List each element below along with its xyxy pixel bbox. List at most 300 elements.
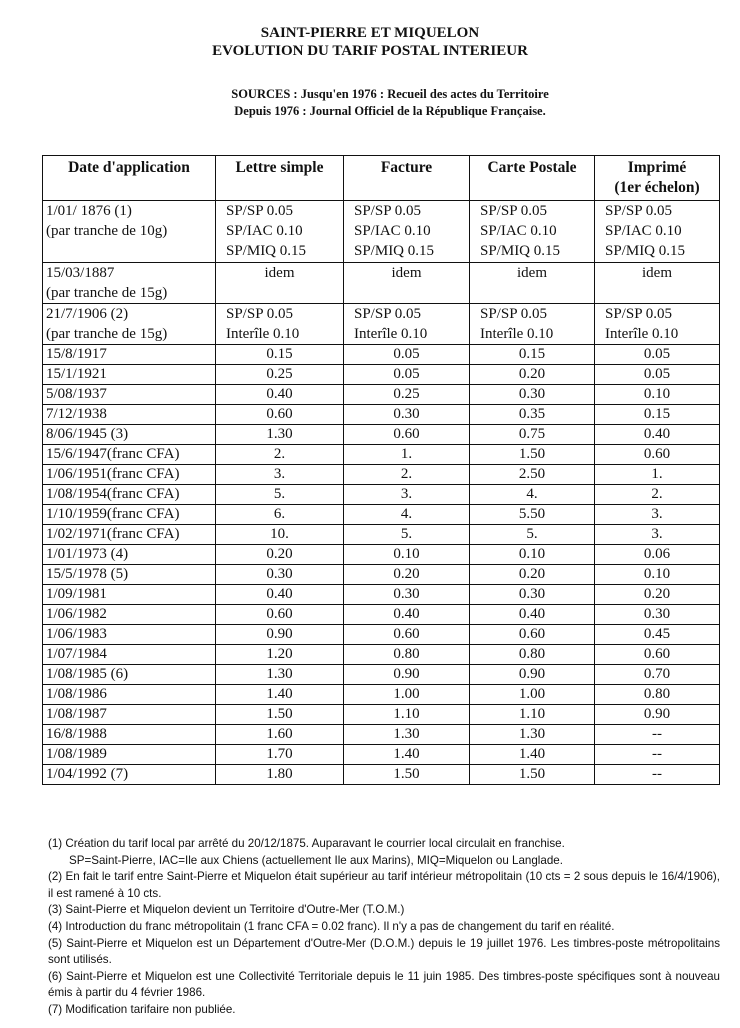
table-row — [43, 585, 720, 605]
cell-lettre — [216, 685, 344, 705]
cell-lettre-line: SP/SP 0.05 — [226, 306, 293, 322]
cell-imprime-line: 0.80 — [643, 686, 671, 702]
cell-facture-line: 0.60 — [393, 626, 420, 642]
cell-carte — [470, 465, 595, 485]
document-title — [0, 24, 740, 60]
cell-carte-line: 1.00 — [518, 686, 546, 702]
cell-carte-line: 0.15 — [518, 346, 546, 362]
cell-lettre-line: 1.20 — [266, 646, 293, 662]
table-row — [43, 465, 720, 485]
cell-date-line: 1/06/1982 — [46, 606, 107, 622]
footnote-1-legend: SP=Saint-Pierre, IAC=Ile aux Chiens (actuellement Ile aux Marins), MIQ=Miquelon ou Langlade. — [69, 853, 563, 867]
cell-date — [43, 605, 216, 625]
cell-carte-line: 1.40 — [518, 746, 546, 762]
cell-date — [43, 745, 216, 765]
cell-facture-line: 0.05 — [393, 346, 420, 362]
cell-date — [43, 425, 216, 445]
cell-carte-line: 1.50 — [518, 446, 546, 462]
cell-facture — [344, 445, 470, 465]
table-row — [43, 605, 720, 625]
cell-carte — [470, 385, 595, 405]
cell-lettre-line: 10. — [270, 526, 289, 542]
cell-lettre-line: 0.30 — [266, 566, 293, 582]
cell-imprime-line: 3. — [651, 526, 663, 542]
cell-facture-line: 1.50 — [393, 766, 420, 782]
table-row — [43, 565, 720, 585]
cell-carte — [470, 645, 595, 665]
cell-imprime — [595, 665, 720, 685]
cell-lettre-line: 0.60 — [266, 606, 293, 622]
cell-facture-line: SP/MIQ 0.15 — [354, 243, 435, 259]
cell-lettre — [216, 585, 344, 605]
cell-facture — [344, 485, 470, 505]
cell-imprime-line: -- — [652, 746, 662, 762]
footnote-5: (5) Saint-Pierre et Miquelon est un Département d'Outre-Mer (D.O.M.) depuis le 19 juillet 1976. Les timbres-poste métropolitains sont utilisés. — [48, 936, 720, 967]
table-row — [43, 725, 720, 745]
cell-lettre-line: SP/MIQ 0.15 — [226, 243, 307, 259]
cell-date-line: 1/06/1951(franc CFA) — [46, 466, 180, 482]
table-row — [43, 405, 720, 425]
cell-facture — [344, 405, 470, 425]
cell-lettre — [216, 625, 344, 645]
table-row — [43, 665, 720, 685]
cell-facture — [344, 425, 470, 445]
cell-imprime — [595, 545, 720, 565]
cell-carte — [470, 263, 595, 304]
cell-imprime — [595, 263, 720, 304]
table-row — [43, 545, 720, 565]
cell-imprime — [595, 565, 720, 585]
cell-imprime-line: 0.90 — [643, 706, 671, 722]
cell-lettre-line: 2. — [273, 446, 286, 462]
cell-facture — [344, 263, 470, 304]
header-lettre-simple: Lettre simple — [216, 156, 344, 201]
cell-lettre — [216, 304, 344, 345]
cell-carte-line: 0.60 — [518, 626, 546, 642]
cell-date-line: (par tranche de 10g) — [46, 223, 168, 239]
cell-date — [43, 565, 216, 585]
cell-carte — [470, 445, 595, 465]
cell-lettre-line: SP/IAC 0.10 — [226, 223, 303, 239]
cell-carte-line: 5. — [526, 526, 538, 542]
cell-lettre-line: SP/SP 0.05 — [226, 203, 293, 219]
cell-imprime-line: SP/SP 0.05 — [605, 203, 672, 219]
cell-lettre-line: 0.40 — [266, 586, 293, 602]
cell-date-line: (par tranche de 15g) — [46, 285, 168, 301]
cell-facture — [344, 725, 470, 745]
footnote-4: (4) Introduction du franc métropolitain (1 franc CFA = 0.02 franc). Il n'y a pas de changement du tarif en réalité. — [48, 919, 615, 933]
cell-date — [43, 465, 216, 485]
cell-date — [43, 705, 216, 725]
table-row — [43, 705, 720, 725]
table-row — [43, 385, 720, 405]
cell-facture-line: 0.90 — [393, 666, 420, 682]
table-row — [43, 505, 720, 525]
sources-block — [150, 86, 630, 120]
cell-imprime-line: SP/IAC 0.10 — [605, 223, 682, 239]
cell-carte-line: 1.50 — [518, 766, 546, 782]
cell-lettre — [216, 605, 344, 625]
table-row — [43, 345, 720, 365]
cell-lettre — [216, 445, 344, 465]
footnote-3: (3) Saint-Pierre et Miquelon devient un Territoire d'Outre-Mer (T.O.M.) — [48, 903, 405, 917]
cell-carte-line: 0.10 — [518, 546, 546, 562]
cell-carte — [470, 485, 595, 505]
cell-imprime — [595, 345, 720, 365]
header-carte-postale: Carte Postale — [470, 156, 595, 201]
cell-facture-line: 5. — [400, 526, 413, 542]
cell-imprime — [595, 304, 720, 345]
cell-imprime-line: SP/MIQ 0.15 — [605, 243, 686, 259]
cell-date — [43, 585, 216, 605]
cell-date-line: 5/08/1937 — [46, 386, 107, 402]
cell-date-line: 1/08/1985 (6) — [46, 666, 129, 682]
cell-facture-line: SP/SP 0.05 — [354, 306, 421, 322]
cell-date — [43, 545, 216, 565]
cell-carte — [470, 565, 595, 585]
cell-date — [43, 345, 216, 365]
cell-imprime-line: idem — [642, 265, 672, 281]
tariff-table — [42, 155, 720, 785]
cell-facture — [344, 765, 470, 785]
cell-facture — [344, 345, 470, 365]
cell-date-line: 8/06/1945 (3) — [46, 426, 129, 442]
header-facture: Facture — [344, 156, 470, 201]
cell-date — [43, 201, 216, 263]
table-row — [43, 765, 720, 785]
cell-imprime-line: 1. — [651, 466, 663, 482]
cell-facture — [344, 201, 470, 263]
cell-imprime — [595, 645, 720, 665]
table-header-row — [43, 156, 720, 201]
cell-date-line: (par tranche de 15g) — [46, 326, 168, 342]
cell-date-line: 16/8/1988 — [46, 726, 107, 742]
cell-date — [43, 625, 216, 645]
cell-lettre — [216, 645, 344, 665]
cell-carte — [470, 765, 595, 785]
cell-lettre — [216, 425, 344, 445]
cell-facture — [344, 625, 470, 645]
cell-imprime — [595, 405, 720, 425]
cell-facture — [344, 705, 470, 725]
table-row — [43, 485, 720, 505]
cell-carte-line: 0.30 — [518, 386, 546, 402]
cell-imprime — [595, 625, 720, 645]
cell-date-line: 1/07/1984 — [46, 646, 107, 662]
cell-imprime — [595, 725, 720, 745]
cell-carte — [470, 425, 595, 445]
cell-lettre — [216, 201, 344, 263]
cell-carte — [470, 201, 595, 263]
cell-lettre-line: 1.60 — [266, 726, 293, 742]
cell-facture-line: SP/IAC 0.10 — [354, 223, 431, 239]
cell-carte-line: 4. — [526, 486, 538, 502]
cell-date-line: 15/03/1887 — [46, 265, 115, 281]
cell-imprime — [595, 685, 720, 705]
footnote-1: (1) Création du tarif local par arrêté du 20/12/1875. Auparavant le courrier local circulait en franchise. — [48, 837, 565, 850]
cell-date — [43, 645, 216, 665]
cell-carte-line: 0.40 — [518, 606, 546, 622]
cell-imprime — [595, 201, 720, 263]
cell-lettre — [216, 705, 344, 725]
cell-facture-line: 1.00 — [393, 686, 420, 702]
cell-imprime — [595, 525, 720, 545]
cell-imprime — [595, 445, 720, 465]
cell-facture-line: 4. — [400, 506, 413, 522]
cell-facture-line: 0.60 — [393, 426, 420, 442]
header-imprime — [595, 156, 720, 201]
cell-carte — [470, 405, 595, 425]
cell-date — [43, 263, 216, 304]
footnotes — [48, 836, 720, 1019]
cell-date-line: 1/08/1954(franc CFA) — [46, 486, 180, 502]
header-date: Date d'application — [43, 156, 216, 201]
cell-date-line: 1/04/1992 (7) — [46, 766, 129, 782]
table-row — [43, 645, 720, 665]
cell-lettre — [216, 345, 344, 365]
cell-lettre-line: 1.30 — [266, 666, 293, 682]
cell-date — [43, 485, 216, 505]
cell-date-line: 1/02/1971(franc CFA) — [46, 526, 180, 542]
cell-date-line: 1/08/1989 — [46, 746, 107, 762]
cell-facture — [344, 525, 470, 545]
cell-lettre-line: 1.80 — [266, 766, 293, 782]
cell-date-line: 15/8/1917 — [46, 346, 107, 362]
cell-date-line: 15/1/1921 — [46, 366, 107, 382]
cell-imprime-line: Interîle 0.10 — [605, 326, 679, 342]
cell-facture-line: 1.40 — [393, 746, 420, 762]
cell-carte — [470, 705, 595, 725]
cell-carte-line: 0.75 — [518, 426, 546, 442]
cell-imprime-line: 0.70 — [643, 666, 671, 682]
cell-date — [43, 525, 216, 545]
cell-lettre — [216, 765, 344, 785]
cell-facture-line: 1. — [400, 446, 413, 462]
cell-lettre-line: idem — [264, 265, 295, 281]
cell-imprime-line: 0.60 — [643, 446, 671, 462]
footnote-2: (2) En fait le tarif entre Saint-Pierre et Miquelon était supérieur au tarif intérieur métropolitain (10 cts = 2 sous depuis le 16/4/1906), il est ramené à 10 cts. — [48, 870, 720, 900]
cell-lettre — [216, 263, 344, 304]
cell-lettre-line: 0.40 — [266, 386, 293, 402]
cell-date-line: 1/10/1959(franc CFA) — [46, 506, 180, 522]
cell-date — [43, 505, 216, 525]
cell-lettre — [216, 385, 344, 405]
cell-facture-line: 0.30 — [393, 406, 420, 422]
cell-date-line: 1/08/1987 — [46, 706, 107, 722]
cell-lettre-line: 1.50 — [266, 706, 293, 722]
table-row — [43, 685, 720, 705]
cell-date-line: 21/7/1906 (2) — [46, 306, 129, 322]
table-row — [43, 263, 720, 304]
table-row — [43, 445, 720, 465]
cell-imprime — [595, 505, 720, 525]
cell-facture-line: 0.10 — [393, 546, 420, 562]
cell-lettre — [216, 565, 344, 585]
cell-imprime-line: 0.40 — [643, 426, 671, 442]
cell-date — [43, 765, 216, 785]
cell-facture — [344, 304, 470, 345]
cell-facture-line: 2. — [400, 466, 413, 482]
cell-lettre-line: Interîle 0.10 — [226, 326, 300, 342]
cell-carte-line: 5.50 — [518, 506, 546, 522]
cell-facture — [344, 545, 470, 565]
cell-carte-line: 0.90 — [518, 666, 546, 682]
cell-lettre-line: 0.25 — [266, 366, 293, 382]
cell-carte-line: SP/MIQ 0.15 — [480, 243, 561, 259]
cell-carte-line: 0.20 — [518, 366, 546, 382]
cell-facture-line: 1.10 — [393, 706, 420, 722]
table-row — [43, 201, 720, 263]
cell-facture — [344, 685, 470, 705]
cell-carte — [470, 505, 595, 525]
cell-carte — [470, 605, 595, 625]
header-imprime-label: Imprimé — [627, 159, 687, 176]
cell-lettre — [216, 525, 344, 545]
table-row — [43, 625, 720, 645]
cell-carte-line: 0.35 — [518, 406, 546, 422]
cell-date-line: 1/01/1973 (4) — [46, 546, 129, 562]
cell-facture — [344, 365, 470, 385]
cell-facture — [344, 585, 470, 605]
cell-date — [43, 405, 216, 425]
cell-facture — [344, 745, 470, 765]
cell-imprime-line: 0.15 — [643, 406, 671, 422]
cell-carte — [470, 545, 595, 565]
header-imprime-subtitle: (1er échelon) — [614, 179, 700, 196]
cell-imprime-line: -- — [652, 726, 662, 742]
cell-imprime-line: 0.06 — [643, 546, 671, 562]
cell-date — [43, 385, 216, 405]
cell-carte — [470, 685, 595, 705]
cell-carte — [470, 745, 595, 765]
cell-carte-line: 2.50 — [518, 466, 546, 482]
cell-facture — [344, 565, 470, 585]
cell-imprime-line: 0.10 — [643, 386, 671, 402]
cell-facture-line: idem — [391, 265, 422, 281]
cell-date — [43, 665, 216, 685]
cell-carte — [470, 304, 595, 345]
cell-imprime — [595, 485, 720, 505]
cell-lettre-line: 6. — [273, 506, 286, 522]
sources-line-1: SOURCES : Jusqu'en 1976 : Recueil des actes du Territoire — [231, 87, 549, 101]
cell-facture — [344, 645, 470, 665]
cell-lettre — [216, 665, 344, 685]
table-row — [43, 745, 720, 765]
cell-facture — [344, 605, 470, 625]
cell-imprime — [595, 585, 720, 605]
cell-imprime — [595, 425, 720, 445]
cell-imprime-line: 0.05 — [643, 346, 671, 362]
footnote-7: (7) Modification tarifaire non publiée. — [48, 1002, 236, 1016]
cell-date-line: 1/01/ 1876 (1) — [46, 203, 132, 219]
cell-imprime — [595, 365, 720, 385]
cell-facture-line: 1.30 — [393, 726, 420, 742]
cell-imprime — [595, 745, 720, 765]
cell-facture-line: Interîle 0.10 — [354, 326, 428, 342]
cell-lettre — [216, 485, 344, 505]
cell-facture-line: 0.05 — [393, 366, 420, 382]
table-row — [43, 365, 720, 385]
cell-lettre — [216, 745, 344, 765]
cell-date-line: 1/09/1981 — [46, 586, 107, 602]
cell-lettre — [216, 505, 344, 525]
cell-carte — [470, 665, 595, 685]
cell-carte-line: idem — [517, 265, 547, 281]
cell-lettre-line: 3. — [273, 466, 286, 482]
cell-carte-line: 0.20 — [518, 566, 546, 582]
cell-carte-line: 1.10 — [518, 706, 546, 722]
cell-imprime — [595, 605, 720, 625]
cell-imprime-line: 0.10 — [643, 566, 671, 582]
cell-facture-line: 0.40 — [393, 606, 420, 622]
cell-facture-line: 0.20 — [393, 566, 420, 582]
cell-carte — [470, 625, 595, 645]
cell-carte — [470, 585, 595, 605]
cell-carte-line: 0.30 — [518, 586, 546, 602]
cell-lettre-line: 1.30 — [266, 426, 293, 442]
cell-carte-line: 0.80 — [518, 646, 546, 662]
title-line-2: EVOLUTION DU TARIF POSTAL INTERIEUR — [212, 43, 528, 59]
cell-carte — [470, 525, 595, 545]
cell-date-line: 15/6/1947(franc CFA) — [46, 446, 180, 462]
cell-imprime — [595, 765, 720, 785]
cell-imprime — [595, 385, 720, 405]
table-row — [43, 304, 720, 345]
cell-facture-line: 0.80 — [393, 646, 420, 662]
cell-date — [43, 685, 216, 705]
cell-facture — [344, 465, 470, 485]
cell-facture-line: 3. — [400, 486, 413, 502]
cell-date-line: 1/06/1983 — [46, 626, 107, 642]
cell-carte — [470, 345, 595, 365]
cell-lettre-line: 0.90 — [266, 626, 293, 642]
cell-date — [43, 445, 216, 465]
cell-lettre — [216, 405, 344, 425]
cell-lettre-line: 0.15 — [266, 346, 293, 362]
cell-lettre-line: 1.40 — [266, 686, 293, 702]
cell-date — [43, 365, 216, 385]
cell-date — [43, 725, 216, 745]
cell-facture-line: 0.30 — [393, 586, 420, 602]
cell-imprime-line: 3. — [651, 506, 663, 522]
cell-imprime-line: 0.05 — [643, 366, 671, 382]
cell-imprime — [595, 465, 720, 485]
cell-imprime-line: 0.20 — [643, 586, 671, 602]
cell-carte-line: 1.30 — [518, 726, 546, 742]
cell-lettre-line: 5. — [273, 486, 286, 502]
cell-lettre — [216, 545, 344, 565]
table-row — [43, 525, 720, 545]
cell-facture-line: 0.25 — [393, 386, 420, 402]
cell-imprime — [595, 705, 720, 725]
cell-carte-line: Interîle 0.10 — [480, 326, 554, 342]
cell-lettre — [216, 725, 344, 745]
cell-date-line: 1/08/1986 — [46, 686, 107, 702]
cell-lettre — [216, 465, 344, 485]
cell-facture — [344, 665, 470, 685]
sources-line-2: Depuis 1976 : Journal Officiel de la République Française. — [234, 104, 546, 118]
cell-carte-line: SP/SP 0.05 — [480, 306, 547, 322]
tariff-table-body — [43, 201, 720, 785]
cell-imprime-line: 0.30 — [643, 606, 671, 622]
cell-facture — [344, 505, 470, 525]
cell-lettre-line: 0.20 — [266, 546, 293, 562]
cell-lettre-line: 0.60 — [266, 406, 293, 422]
cell-carte-line: SP/SP 0.05 — [480, 203, 547, 219]
cell-lettre — [216, 365, 344, 385]
cell-carte — [470, 365, 595, 385]
cell-date-line: 15/5/1978 (5) — [46, 566, 129, 582]
